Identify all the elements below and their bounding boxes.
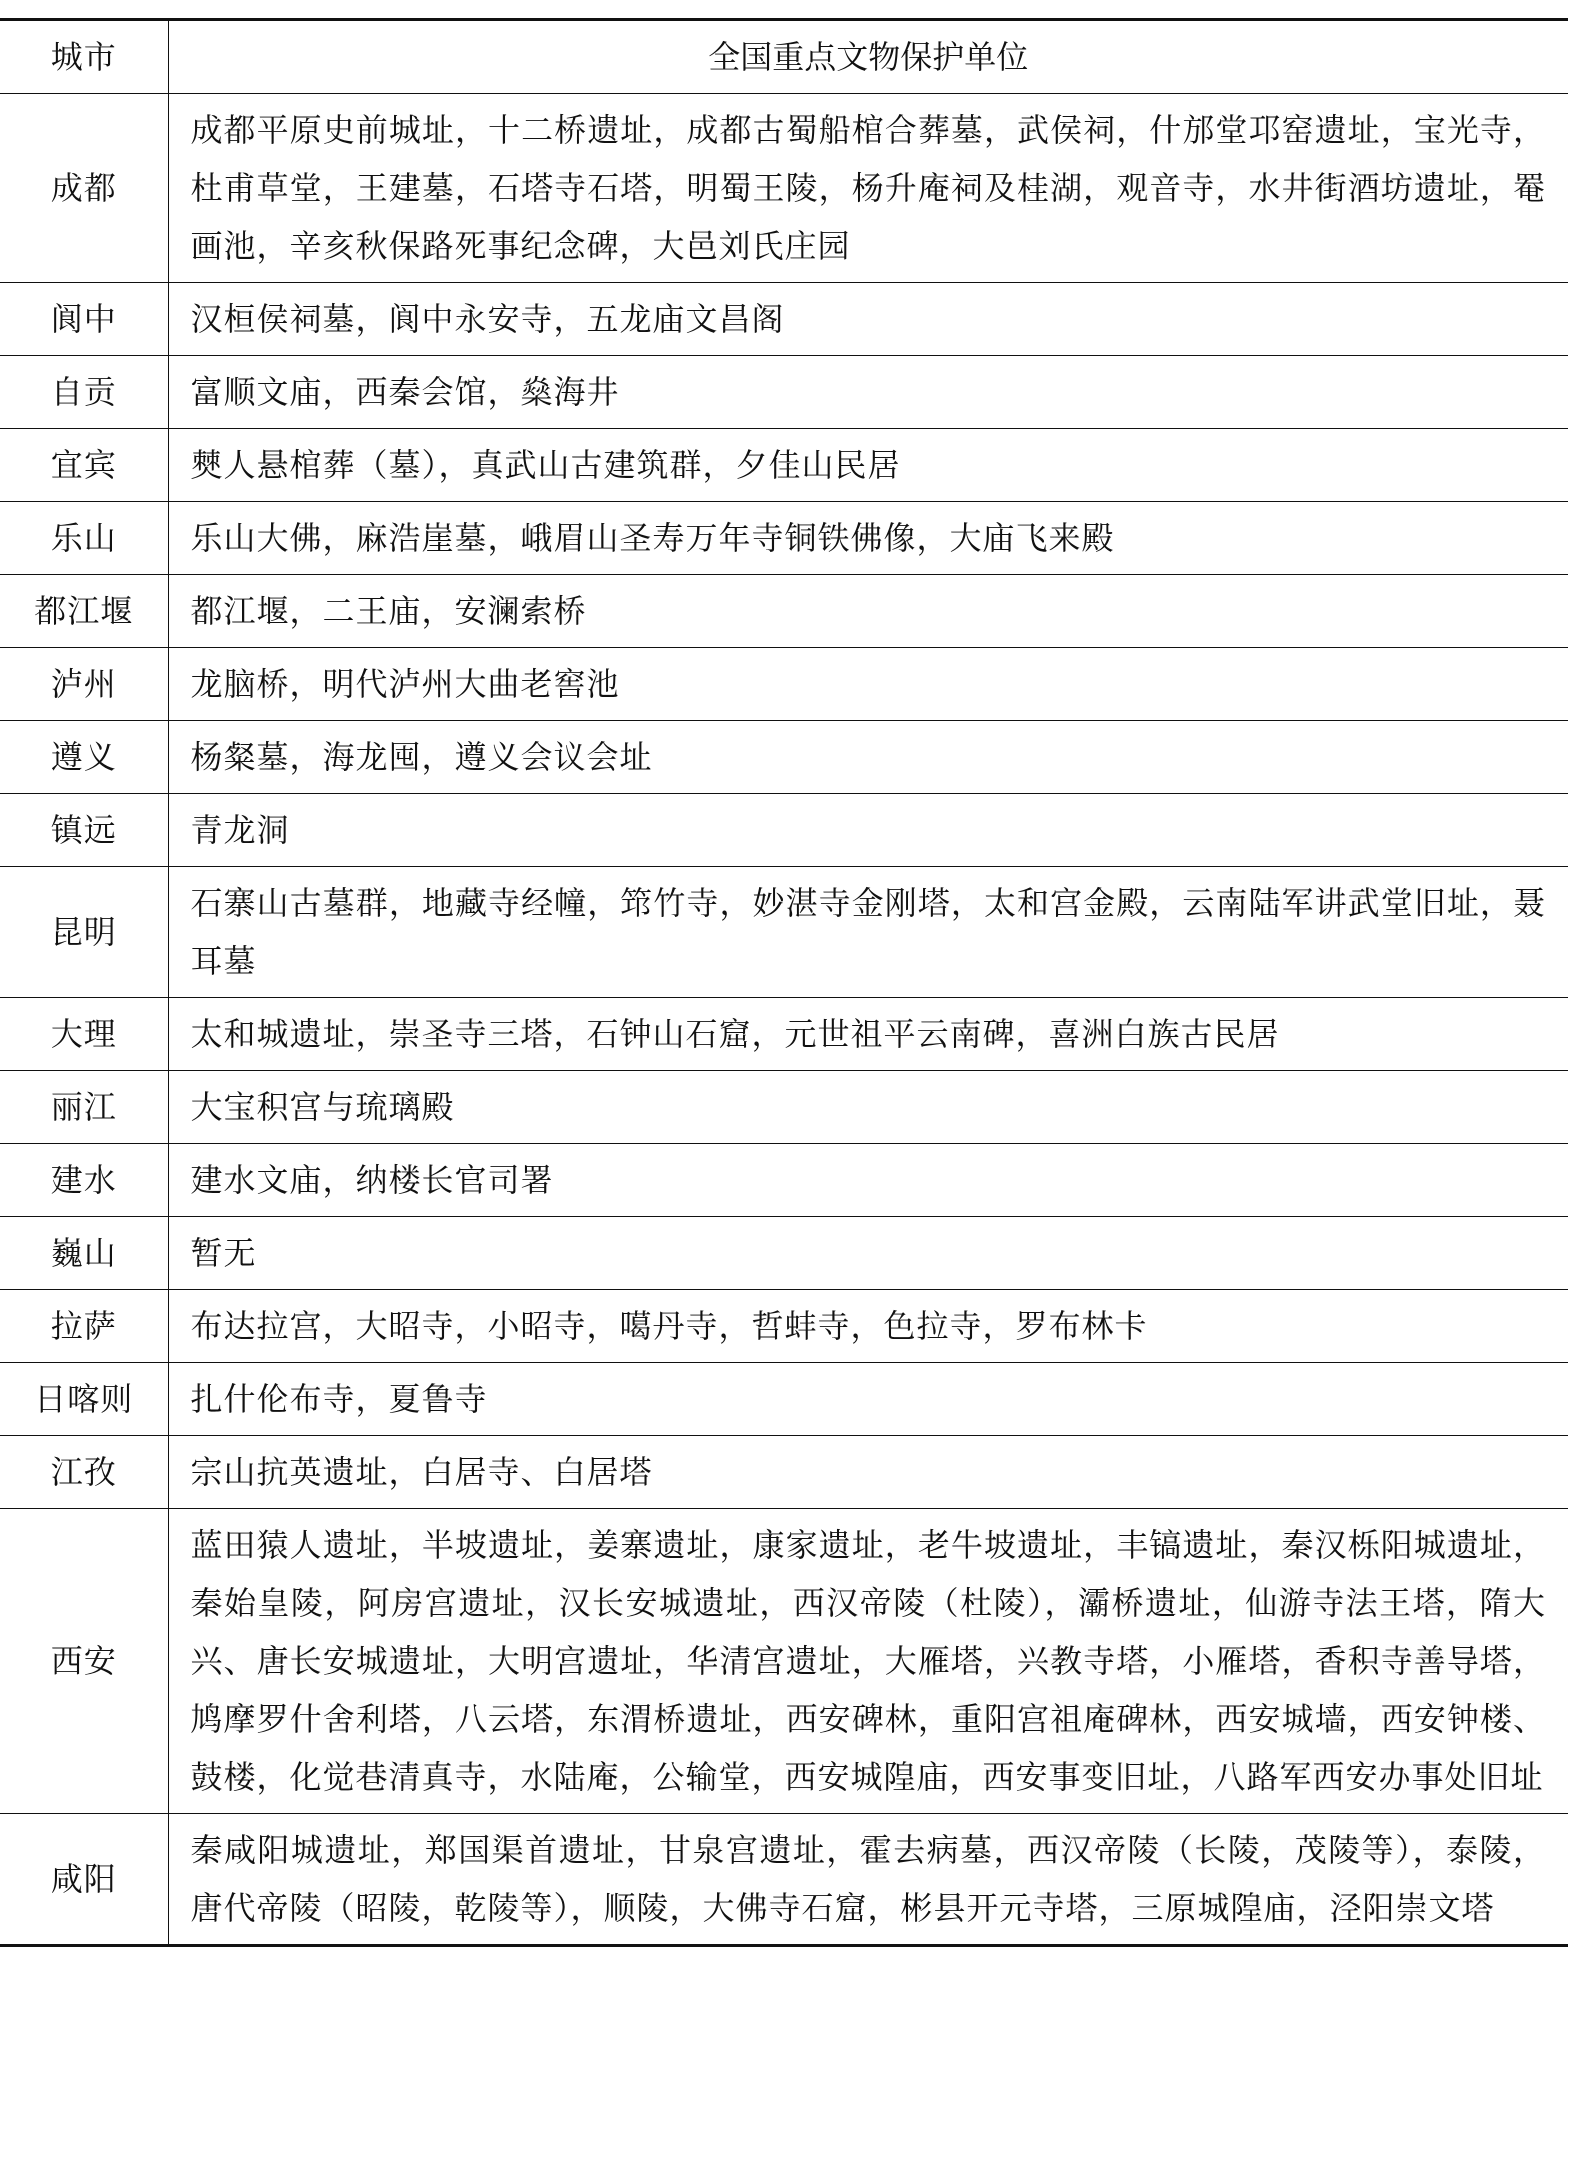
table-row [0,648,1568,721]
city-cell: 昆明 [0,867,168,998]
city-cell: 成都 [0,94,168,283]
city-cell: 乐山 [0,502,168,575]
table-row [0,1509,1568,1814]
table-row [0,1290,1568,1363]
sites-cell: 龙脑桥，明代泸州大曲老窖池 [190,665,620,703]
table-row [0,1363,1568,1436]
table-row [0,575,1568,648]
table-row [0,867,1568,998]
city-cell: 镇远 [0,794,168,867]
sites-cell: 蓝田猿人遗址，半坡遗址，姜寨遗址，康家遗址，老牛坡遗址，丰镐遗址，秦汉栎阳城遗址，秦始皇陵，阿房宫遗址，汉长安城遗址，西汉帝陵（杜陵），灞桥遗址，仙游寺法王塔，隋大兴、唐长安城遗址，大明宫遗址，华清宫遗址，大雁塔，兴教寺塔，小雁塔，香积寺善导塔，鸠摩罗什舍利塔，八云塔，东渭桥遗址，西安碑林，重阳宫祖庵碑林，西安城墙，西安钟楼、鼓楼，化觉巷清真寺，水陆庵，公输堂，西安城隍庙，西安事变旧址，八路军西安办事处旧址 [190,1526,1546,1796]
sites-cell: 建水文庙，纳楼长官司署 [190,1161,554,1199]
table-header [0,20,1568,94]
sites-cell: 扎什伦布寺，夏鲁寺 [190,1380,488,1418]
sites-cell: 太和城遗址，崇圣寺三塔，石钟山石窟，元世祖平云南碑，喜洲白族古民居 [190,1015,1280,1053]
table-row [0,1217,1568,1290]
table-row [0,1436,1568,1509]
table-row [0,1071,1568,1144]
city-cell: 泸州 [0,648,168,721]
city-cell: 自贡 [0,356,168,429]
sites-cell: 杨粲墓，海龙囤，遵义会议会址 [190,738,653,776]
sites-cell: 都江堰，二王庙，安澜索桥 [190,592,587,630]
table-row [0,998,1568,1071]
sites-cell: 布达拉宫，大昭寺，小昭寺，噶丹寺，哲蚌寺，色拉寺，罗布林卡 [190,1307,1148,1345]
sites-cell: 青龙洞 [190,811,290,849]
table-body [0,94,1568,1946]
sites-cell: 大宝积宫与琉璃殿 [190,1088,455,1126]
heritage-sites-table [0,18,1568,1947]
sites-column-header: 全国重点文物保护单位 [708,38,1029,76]
city-cell: 日喀则 [0,1363,168,1436]
table-row [0,429,1568,502]
table-row [0,1814,1568,1946]
table-row [0,1144,1568,1217]
sites-cell: 石寨山古墓群，地藏寺经幢，筇竹寺，妙湛寺金刚塔，太和宫金殿，云南陆军讲武堂旧址，聂耳墓 [190,884,1546,980]
sites-cell: 汉桓侯祠墓，阆中永安寺，五龙庙文昌阁 [190,300,785,338]
city-cell: 咸阳 [0,1814,168,1946]
city-cell: 建水 [0,1144,168,1217]
sites-cell: 成都平原史前城址，十二桥遗址，成都古蜀船棺合葬墓，武侯祠，什邡堂邛窑遗址，宝光寺，杜甫草堂，王建墓，石塔寺石塔，明蜀王陵，杨升庵祠及桂湖，观音寺，水井街酒坊遗址，罨画池，辛亥秋保路死事纪念碑，大邑刘氏庄园 [190,111,1546,265]
table-row [0,356,1568,429]
city-cell: 大理 [0,998,168,1071]
sites-cell: 僰人悬棺葬（墓），真武山古建筑群，夕佳山民居 [190,446,901,484]
table-row [0,794,1568,867]
city-column-header: 城市 [0,20,168,94]
sites-cell: 乐山大佛，麻浩崖墓，峨眉山圣寿万年寺铜铁佛像，大庙飞来殿 [190,519,1115,557]
sites-cell: 秦咸阳城遗址，郑国渠首遗址，甘泉宫遗址，霍去病墓，西汉帝陵（长陵，茂陵等），泰陵，唐代帝陵（昭陵，乾陵等），顺陵，大佛寺石窟，彬县开元寺塔，三原城隍庙，泾阳崇文塔 [190,1831,1546,1927]
city-cell: 丽江 [0,1071,168,1144]
header-row [0,20,1568,94]
city-cell: 遵义 [0,721,168,794]
city-cell: 巍山 [0,1217,168,1290]
sites-cell: 宗山抗英遗址，白居寺、白居塔 [190,1453,653,1491]
city-cell: 西安 [0,1509,168,1814]
city-cell: 宜宾 [0,429,168,502]
table-row [0,502,1568,575]
city-cell: 江孜 [0,1436,168,1509]
city-cell: 都江堰 [0,575,168,648]
table-row [0,721,1568,794]
table-row [0,283,1568,356]
city-cell: 阆中 [0,283,168,356]
sites-cell: 富顺文庙，西秦会馆，燊海井 [190,373,620,411]
table-row [0,94,1568,283]
city-cell: 拉萨 [0,1290,168,1363]
sites-cell: 暂无 [190,1234,257,1272]
